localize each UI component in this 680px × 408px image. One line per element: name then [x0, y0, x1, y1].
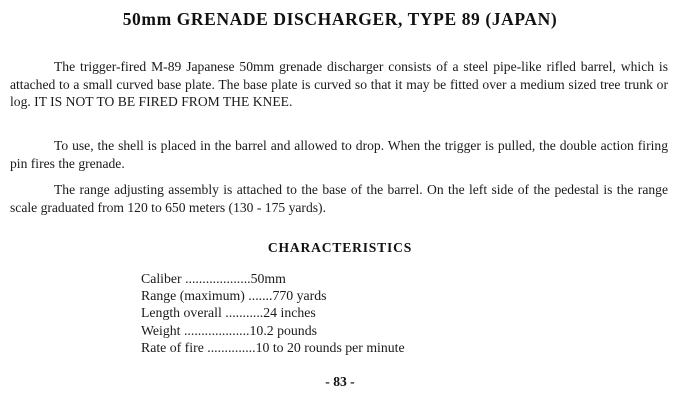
spec-label: Length overall	[141, 305, 222, 321]
spec-value: 770 yards	[272, 288, 327, 304]
characteristics-heading: CHARACTERISTICS	[267, 240, 413, 255]
spec-label: Weight	[141, 322, 181, 338]
spec-row-caliber	[141, 270, 561, 287]
spec-label: Range (maximum)	[141, 288, 245, 304]
spec-value: 24 inches	[263, 305, 316, 321]
characteristics-list	[141, 270, 561, 356]
spec-leader: .......	[248, 288, 273, 304]
spec-leader: ..............	[207, 339, 256, 355]
spec-leader: ...................	[185, 271, 251, 286]
paragraph-range-assembly: The range adjusting assembly is attached to the base of the barrel. On the left side of the pedestal is the range scale graduated from 120 to 650 meters (130 - 175 yards).	[10, 182, 668, 215]
spec-leader: ...................	[183, 322, 250, 338]
spec-value: 50mm	[250, 271, 286, 286]
spec-value: 10.2 pounds	[249, 322, 317, 338]
spec-leader: ...........	[225, 305, 264, 321]
spec-row-rate-of-fire	[141, 339, 561, 356]
paragraph-description: The trigger-fired M-89 Japanese 50mm grenade discharger consists of a steel pipe-like rifled barrel, which is attached to a small curved base plate. The base plate is curved so that it may be fitted over a medium sized tree trunk or log. IT IS NOT TO BE FIRED FROM THE KNEE.	[10, 59, 668, 109]
page-number: - 83 -	[325, 374, 355, 389]
spec-value: 10 to 20 rounds per minute	[255, 339, 405, 355]
spec-label: Rate of fire	[141, 339, 204, 355]
paragraph-usage: To use, the shell is placed in the barrel and allowed to drop. When the trigger is pulled, the double action firing pin fires the grenade.	[10, 138, 668, 171]
spec-row-length	[141, 304, 561, 321]
spec-row-weight	[141, 322, 561, 339]
document-title: 50mm GRENADE DISCHARGER, TYPE 89 (JAPAN)	[122, 9, 558, 29]
spec-label: Caliber	[141, 271, 182, 286]
spec-row-range	[141, 287, 561, 304]
